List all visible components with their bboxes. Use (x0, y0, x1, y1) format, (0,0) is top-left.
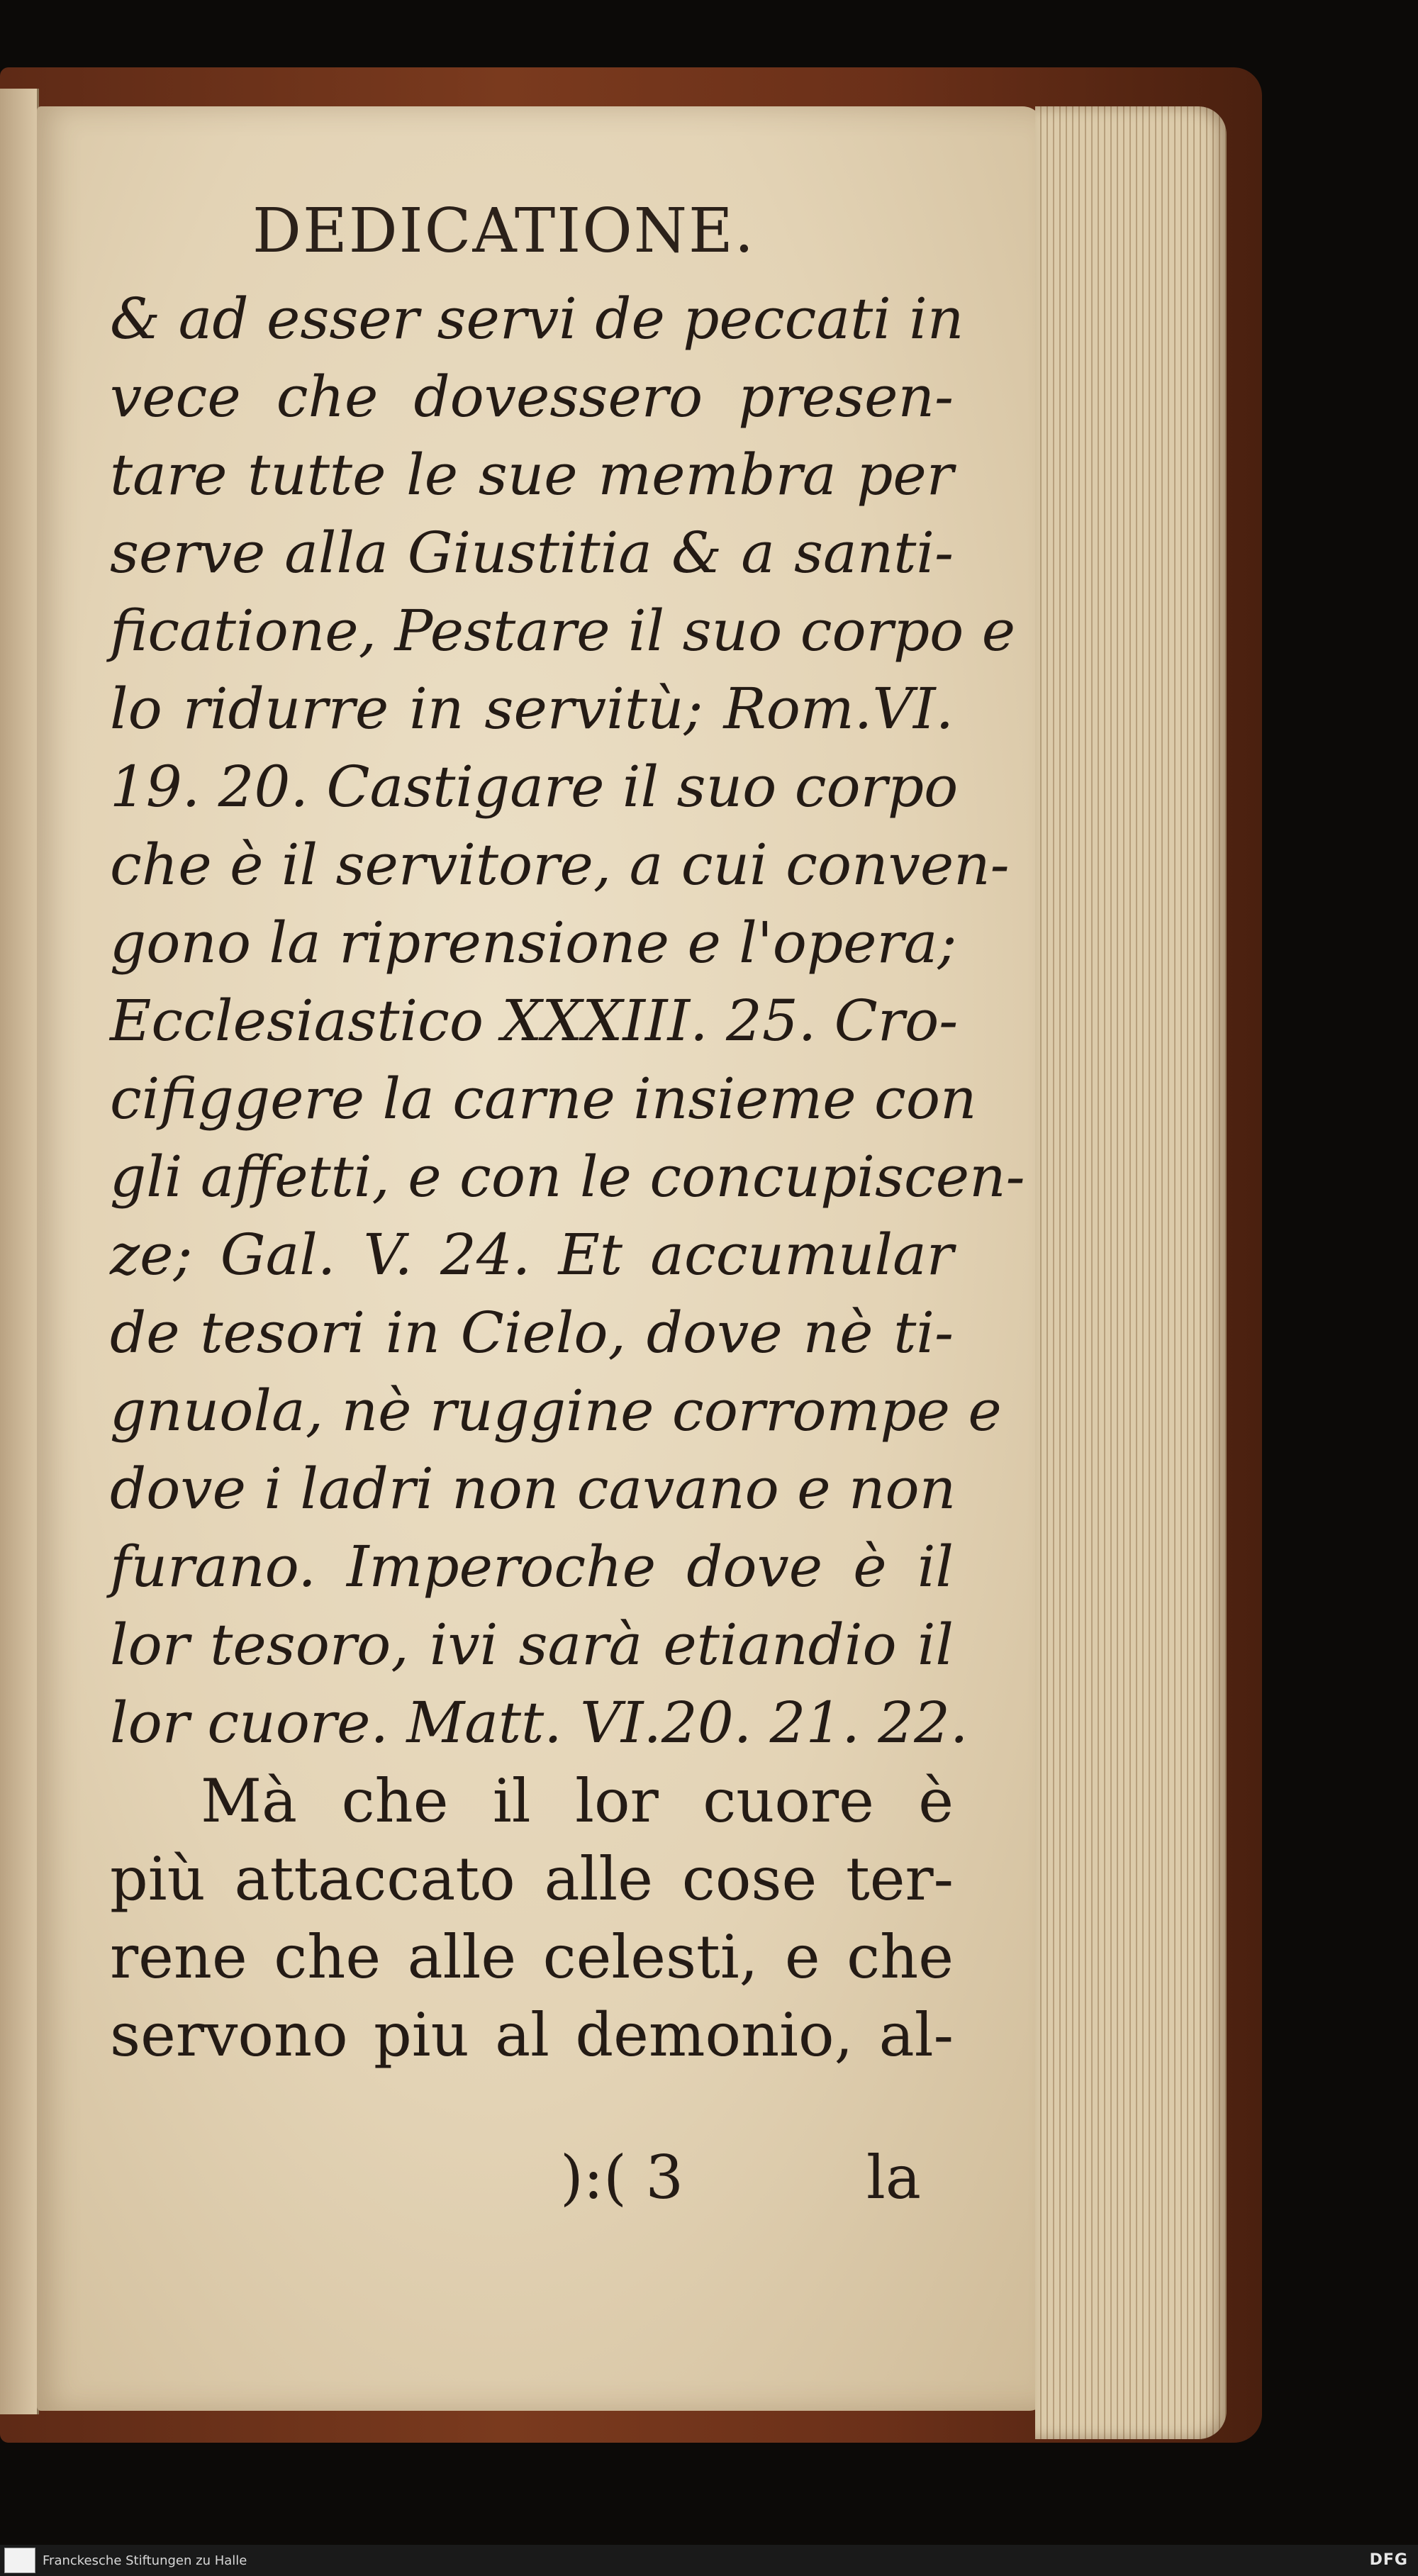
text-line: cifiggere la carne insieme con (110, 1066, 977, 1132)
text-line: ficatione, Pestare il suo corpo e (110, 598, 1016, 664)
text-line: servono piu al demonio, al- (110, 2000, 954, 2070)
page-block-edge (1035, 106, 1227, 2439)
text-line: & ad esser servi de peccati in (110, 286, 964, 352)
text-line: ze; Gal. V. 24. Et accumular (110, 1222, 954, 1288)
text-line: vece che dovessero presen- (110, 364, 954, 430)
text-line: 19. 20. Castigare il suo corpo (110, 754, 959, 820)
text-line: furano. Imperoche dove è il (110, 1534, 954, 1600)
text-line: serve alla Giustitia & a santi- (110, 520, 954, 586)
text-block (110, 280, 1025, 2074)
institution-logo-icon (4, 2548, 35, 2573)
text-line: che è il servitore, a cui conven- (110, 832, 1010, 898)
text-line: lor tesoro, ivi sarà etiandio il (110, 1612, 954, 1678)
text-line: gli affetti, e con le concupiscen- (110, 1144, 1025, 1210)
signature-mark: ):( 3 (560, 2143, 683, 2212)
running-head: DEDICATIONE. (252, 196, 756, 267)
viewer-footer (0, 2545, 1418, 2576)
dfg-badge: DFG (1369, 2551, 1408, 2569)
text-line: dove i ladri non cavano e non (110, 1456, 956, 1522)
text-line: più attaccato alle cose ter- (110, 1844, 954, 1914)
text-line: gnuola, nè ruggine corrompe e (110, 1378, 1002, 1444)
text-line: lo ridurre in servitù; Rom.VI. (110, 676, 954, 742)
text-line: de tesori in Cielo, dove nè ti- (110, 1300, 954, 1366)
text-line: Mà che il lor cuore è (201, 1766, 954, 1836)
text-line: Ecclesiastico XXXIII. 25. Cro- (110, 988, 959, 1054)
text-line: gono la riprensione e l'opera; (110, 910, 957, 976)
catchword: la (866, 2143, 921, 2212)
text-line: lor cuore. Matt. VI.20. 21. 22. (110, 1690, 968, 1756)
credit-text: Franckesche Stiftungen zu Halle (43, 2553, 247, 2568)
text-line: rene che alle celesti, e che (110, 1922, 954, 1992)
left-page-edge (0, 89, 39, 2414)
text-line: tare tutte le sue membra per (110, 442, 954, 508)
